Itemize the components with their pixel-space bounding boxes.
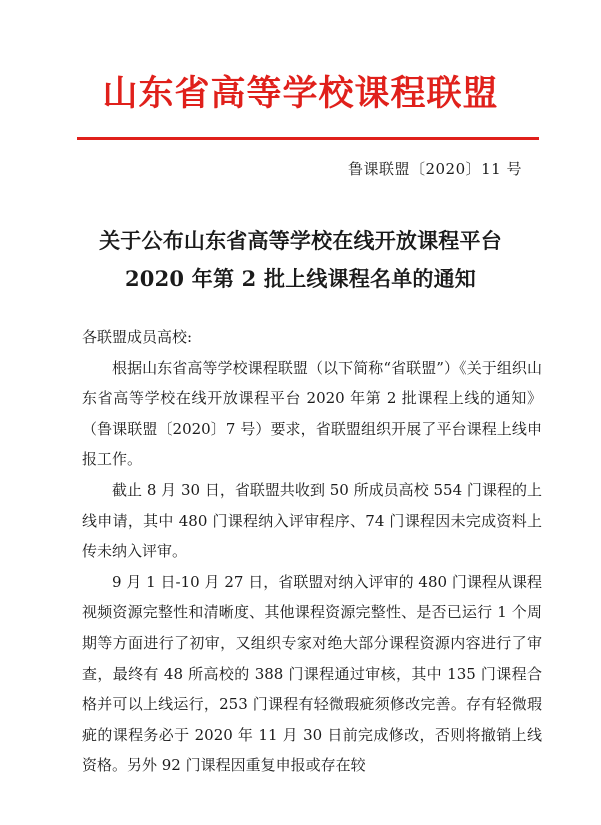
body-paragraph-1: 根据山东省高等学校课程联盟（以下简称“省联盟”）《关于组织山东省高等学校在线开放课程平台 2020 年第 2 批课程上线的通知》（鲁课联盟〔2020〕7 号）要求，省联盟组织开展了平台课程上线申报工作。 (82, 358, 542, 469)
body-paragraph-3: 9 月 1 日-10 月 27 日，省联盟对纳入评审的 480 门课程从课程视频资源完整性和清晰度、其他课程资源完整性、是否已运行 1 个周期等方面进行了初审，又组织专家对绝大部分课程资源内容进行了审查，最终有 48 所高校的 388 门课程通过审核，其中 135 门课程合格并可以上线运行，253 门课程有轻微瑕疵须修改完善。存有轻微瑕疵的课程务必于 2020 年 11 月 30 日前完成修改，否则将撤销上线资格。另外 92 门课程因重复申报或存在较 (82, 572, 542, 775)
notice-title-line-1: 关于公布山东省高等学校在线开放课程平台 (99, 228, 502, 253)
letterhead-red-rule (77, 137, 539, 140)
notice-title (0, 222, 601, 298)
salutation: 各联盟成员高校: (82, 328, 193, 346)
document-number: 鲁课联盟〔2020〕11 号 (347, 160, 522, 178)
notice-title-line-2: 2020 年第 2 批上线课程名单的通知 (125, 266, 476, 291)
letterhead-title: 山东省高等学校课程联盟 (102, 73, 499, 114)
body-paragraph-2: 截止 8 月 30 日，省联盟共收到 50 所成员高校 554 门课程的上线申请，其中 480 门课程纳入评审程序、74 门课程因未完成资料上传未纳入评审。 (82, 480, 542, 561)
notice-body (82, 322, 542, 781)
